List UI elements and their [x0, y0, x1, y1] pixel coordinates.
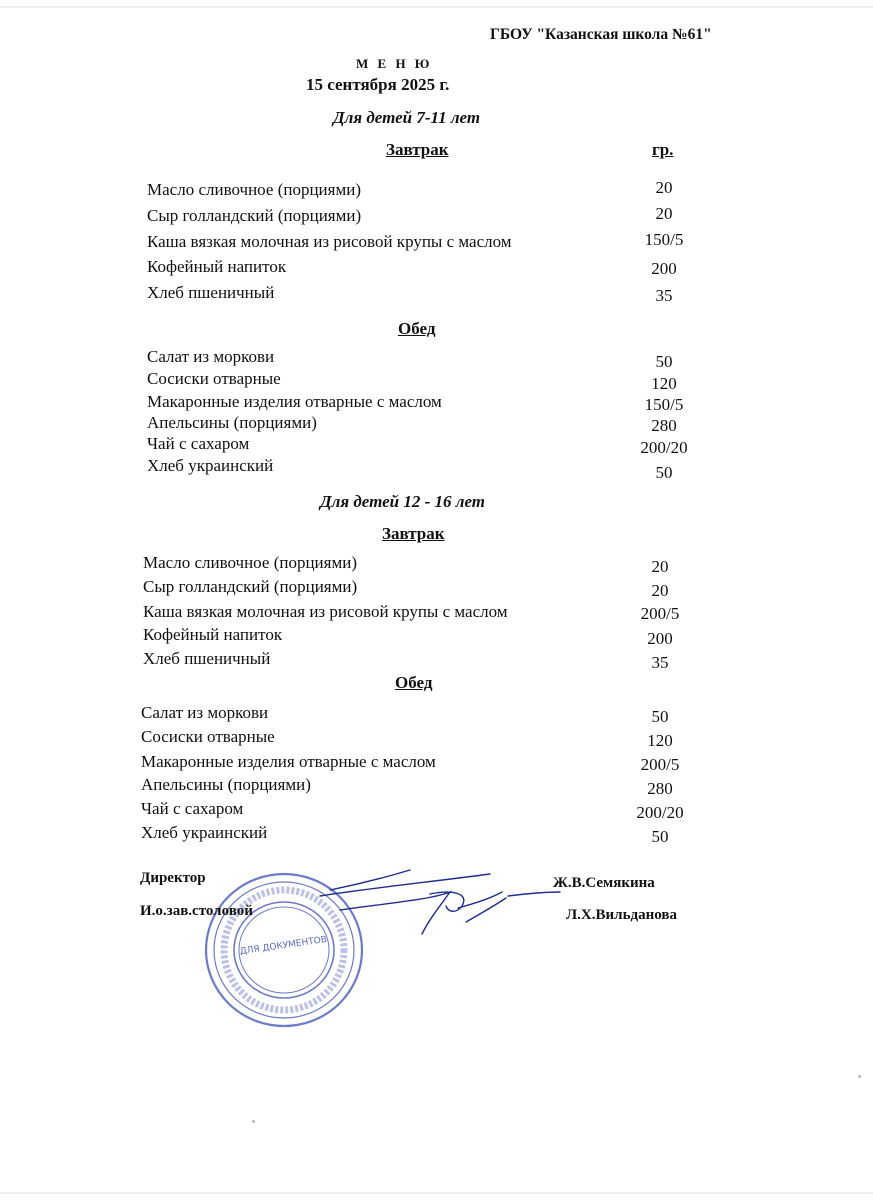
menu-item-qty: 120: [647, 731, 673, 750]
menu-item-qty: 20: [655, 204, 673, 223]
lunch-heading-7-11: Обед: [398, 319, 436, 338]
menu-item-qty: 20: [651, 581, 669, 600]
menu-date: 15 сентября 2025 г.: [306, 75, 450, 94]
menu-item-name: Макаронные изделия отварные с маслом: [141, 752, 436, 771]
menu-item-name: Хлеб пшеничный: [147, 283, 275, 302]
menu-item-name: Сыр голландский (порциями): [143, 577, 358, 596]
menu-item-name: Масло сливочное (порциями): [143, 553, 357, 572]
menu-item-qty: 280: [647, 779, 673, 798]
menu-item-qty: 200/20: [640, 438, 688, 457]
menu-item-name: Чай с сахаром: [141, 799, 244, 818]
menu-item-name: Хлеб пшеничный: [143, 649, 271, 668]
scan-artifact: [0, 6, 873, 8]
director-name: Ж.В.Семякина: [553, 875, 655, 891]
menu-item-name: Каша вязкая молочная из рисовой крупы с маслом: [143, 602, 508, 621]
menu-item-name: Сосиски отварные: [147, 369, 281, 388]
menu-item-qty: 200/20: [636, 803, 684, 822]
menu-item-name: Апельсины (порциями): [141, 775, 311, 794]
menu-item-qty: 200/5: [640, 755, 680, 774]
menu-item-qty: 150/5: [644, 230, 684, 249]
menu-item-qty: 35: [651, 653, 669, 672]
menu-item-name: Хлеб украинский: [147, 456, 274, 475]
stamp-text: ДЛЯ ДОКУМЕНТОВ: [239, 934, 328, 958]
organization-name: ГБОУ "Казанская школа №61": [490, 26, 712, 43]
scan-speck: [252, 1120, 255, 1123]
menu-item-qty: 120: [651, 374, 677, 393]
director-title: Директор: [140, 870, 206, 886]
menu-item-name: Апельсины (порциями): [147, 413, 317, 432]
menu-item-name: Каша вязкая молочная из рисовой крупы с маслом: [147, 232, 512, 251]
age-group-12-16: Для детей 12 - 16 лет: [320, 492, 486, 511]
breakfast-heading-12-16: Завтрак: [382, 524, 445, 543]
unit-heading: гр.: [652, 140, 674, 159]
scan-speck: [858, 1075, 861, 1078]
menu-item-name: Хлеб украинский: [141, 823, 268, 842]
menu-item-qty: 50: [651, 827, 669, 846]
canteen-head-name: Л.Х.Вильданова: [566, 907, 677, 923]
menu-item-qty: 20: [655, 178, 673, 197]
lunch-heading-12-16: Обед: [395, 673, 433, 692]
menu-item-name: Чай с сахаром: [147, 434, 250, 453]
menu-item-name: Сосиски отварные: [141, 727, 275, 746]
menu-item-name: Сыр голландский (порциями): [147, 206, 362, 225]
menu-item-qty: 20: [651, 557, 669, 576]
menu-item-name: Масло сливочное (порциями): [147, 180, 361, 199]
menu-item-qty: 50: [651, 707, 669, 726]
handwritten-signature: [280, 862, 570, 942]
age-group-7-11: Для детей 7-11 лет: [333, 108, 481, 127]
menu-item-qty: 50: [655, 463, 673, 482]
menu-item-name: Салат из моркови: [141, 703, 269, 722]
menu-item-qty: 280: [651, 416, 677, 435]
menu-item-name: Макаронные изделия отварные с маслом: [147, 392, 442, 411]
menu-item-qty: 200: [647, 629, 673, 648]
menu-item-name: Кофейный напиток: [147, 257, 287, 276]
breakfast-heading-7-11: Завтрак: [386, 140, 449, 159]
menu-title: М Е Н Ю: [356, 56, 433, 71]
canteen-head-title: И.о.зав.столовой: [140, 903, 253, 919]
menu-item-qty: 200/5: [640, 604, 680, 623]
menu-item-qty: 50: [655, 352, 673, 371]
menu-item-qty: 35: [655, 286, 673, 305]
menu-item-qty: 150/5: [644, 395, 684, 414]
scan-artifact: [0, 1192, 873, 1194]
menu-item-qty: 200: [651, 259, 677, 278]
menu-item-name: Салат из моркови: [147, 347, 275, 366]
menu-item-name: Кофейный напиток: [143, 625, 283, 644]
